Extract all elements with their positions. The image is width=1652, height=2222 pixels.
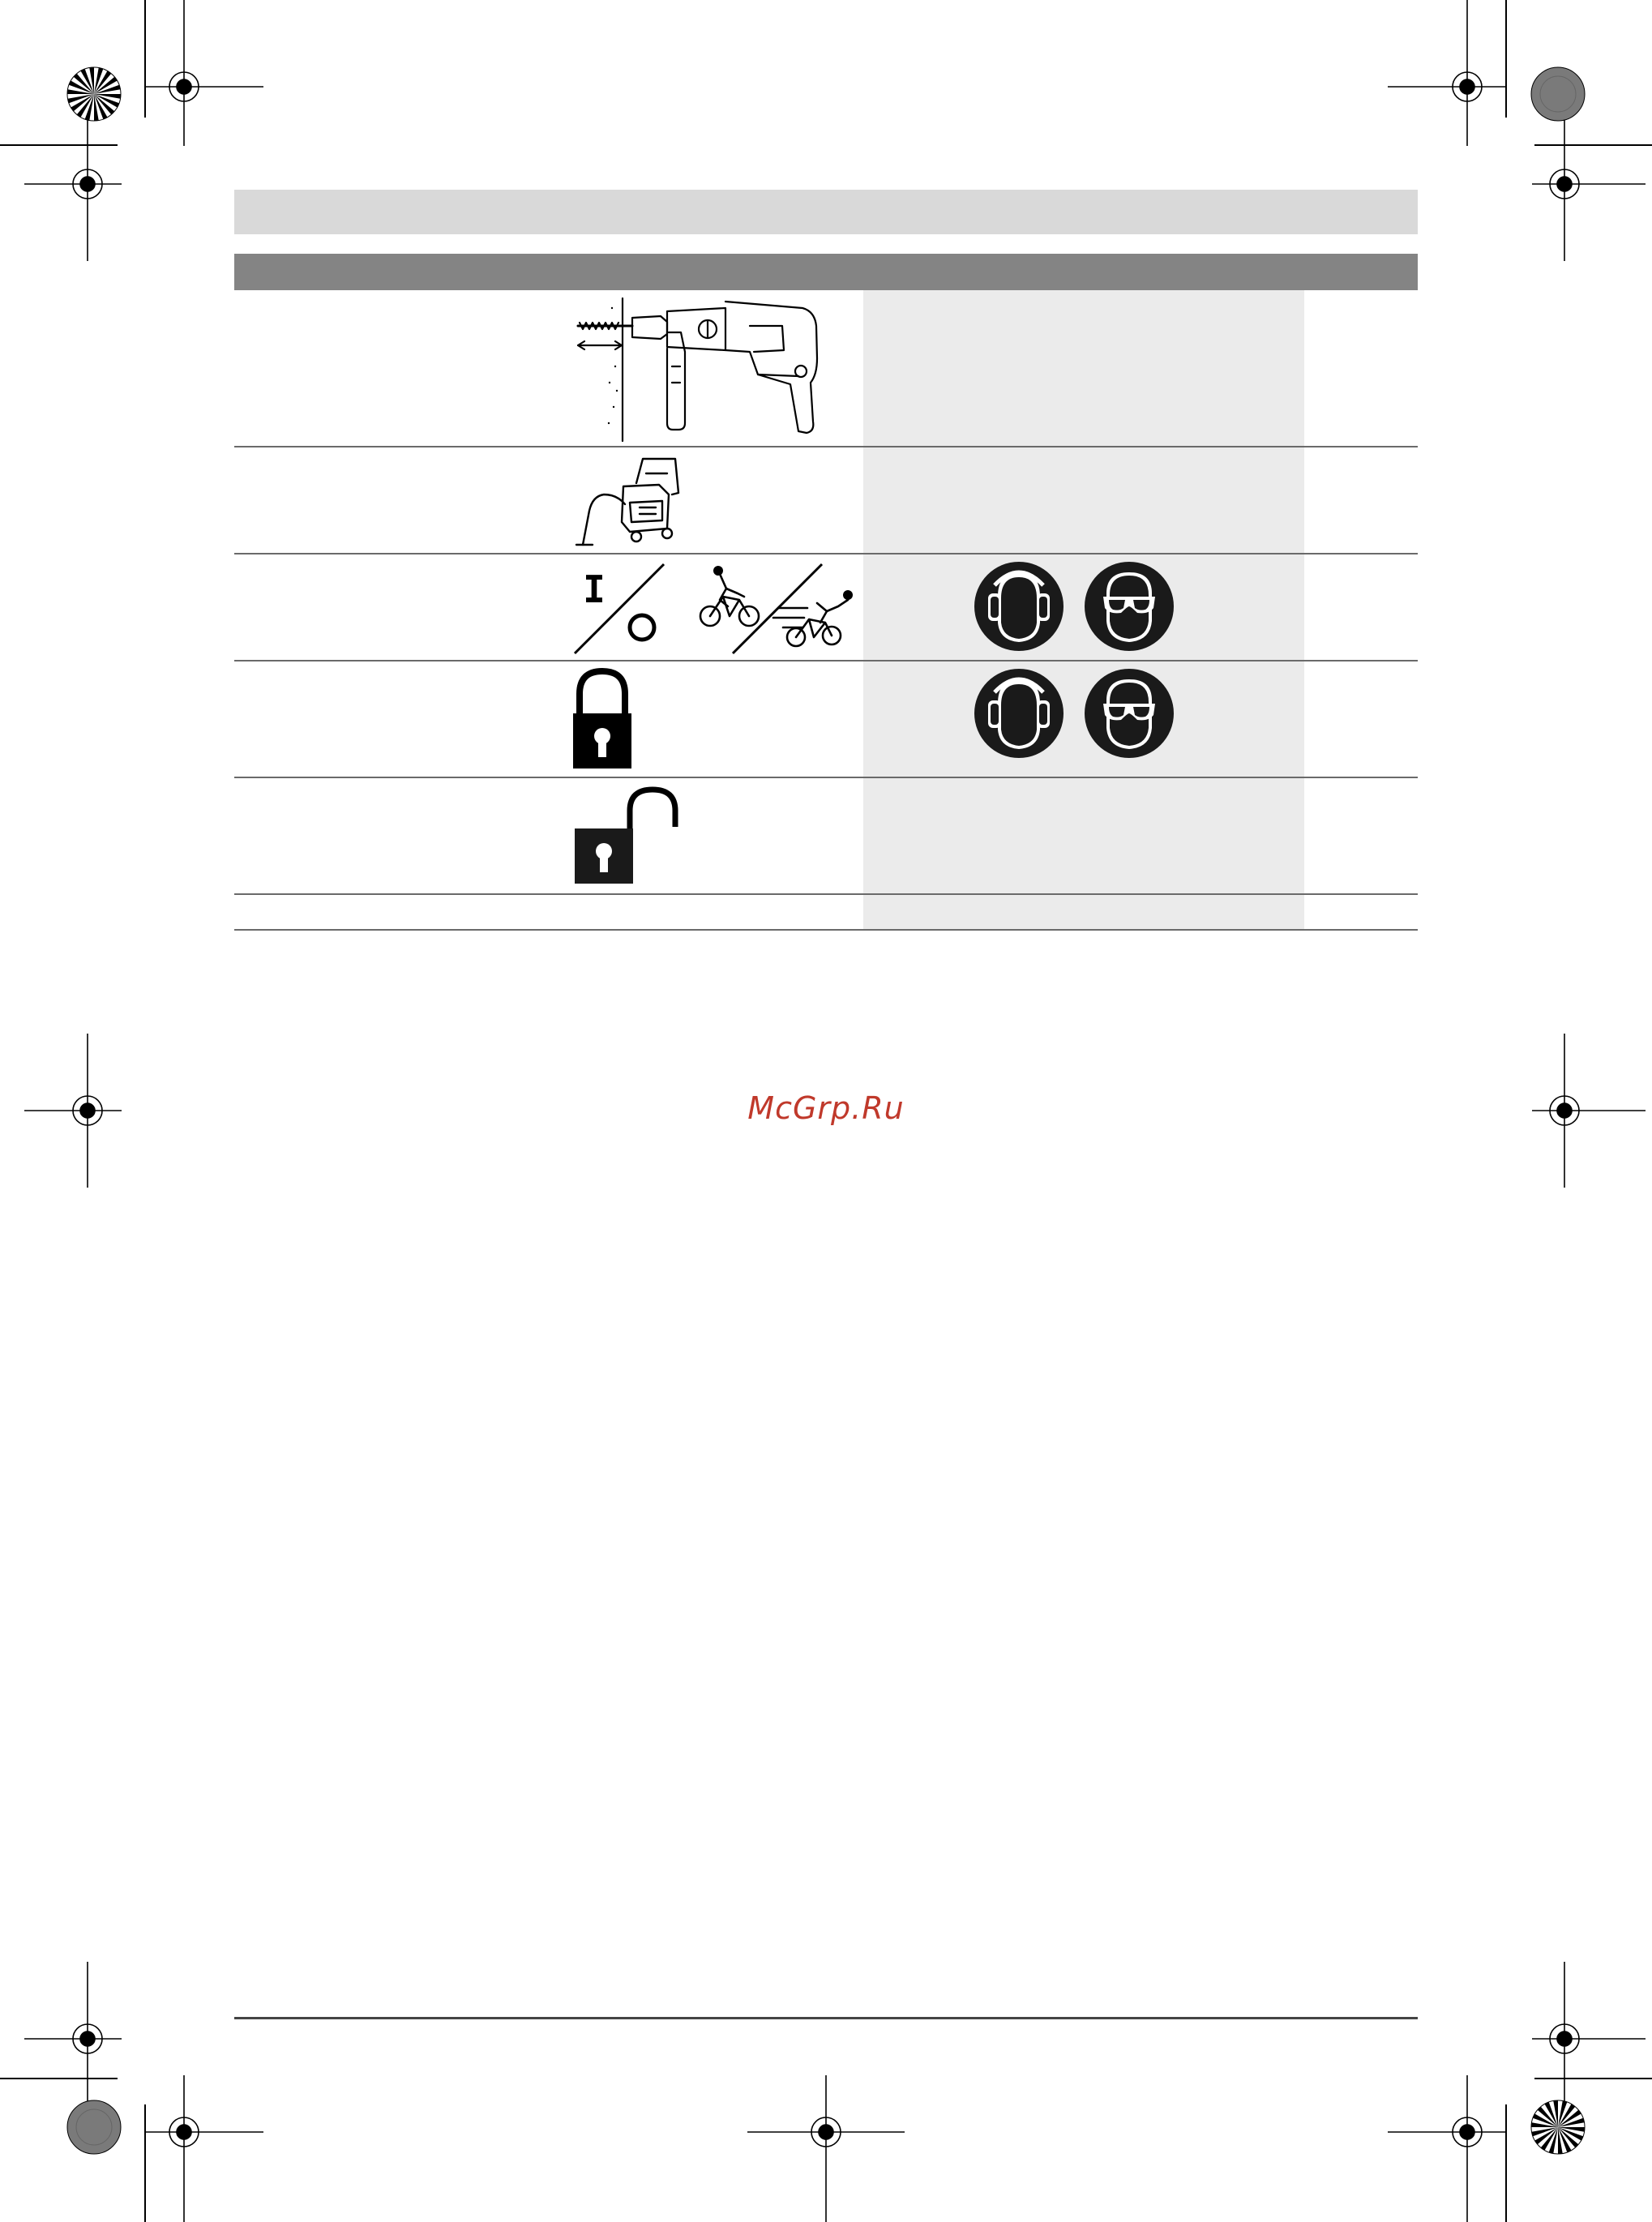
footer-rule <box>234 2017 1418 2019</box>
trim-line <box>0 144 118 146</box>
header-band-light <box>234 190 1418 234</box>
shaded-cell-row-2 <box>863 447 1304 553</box>
trim-line <box>0 2078 118 2079</box>
ear-protection-icon <box>974 668 1064 759</box>
shaded-cell-row-5 <box>863 778 1304 893</box>
header-band-dark <box>234 254 1418 290</box>
row-separator <box>234 929 1418 931</box>
crosshair-registration-mark <box>24 107 122 261</box>
trim-line <box>1505 2104 1507 2222</box>
crosshair-registration-mark <box>24 1962 122 2116</box>
crosshair-registration-mark <box>1532 107 1646 261</box>
crosshair-registration-mark <box>1532 1962 1646 2116</box>
vacuum-cleaner-icon <box>571 454 685 550</box>
crosshair-registration-mark <box>146 2075 267 2222</box>
trim-line <box>1534 2078 1652 2079</box>
open-lock-icon <box>571 785 688 885</box>
trim-line <box>1505 0 1507 118</box>
trim-line <box>1534 144 1652 146</box>
trim-line <box>144 2104 146 2222</box>
row-separator <box>234 777 1418 778</box>
crosshair-registration-mark <box>24 1034 122 1188</box>
fast-cyclist-icon <box>730 561 859 657</box>
crosshair-registration-mark <box>1532 1034 1646 1188</box>
crosshair-registration-mark <box>1388 2075 1509 2222</box>
watermark-text: McGrp.Ru <box>747 1090 905 1126</box>
crosshair-registration-mark <box>1388 0 1509 146</box>
crosshair-registration-mark <box>747 2075 905 2222</box>
hammer-drill-depth-stop-icon <box>571 293 831 444</box>
shaded-cell-row-6 <box>863 895 1304 929</box>
crosshair-registration-mark <box>146 0 267 146</box>
grey-calibration-disc <box>1530 66 1586 122</box>
row-separator <box>234 553 1418 554</box>
closed-lock-icon <box>571 666 633 770</box>
on-symbol: I <box>583 567 606 611</box>
shaded-cell-row-1 <box>863 290 1304 446</box>
trim-line <box>144 0 146 118</box>
ear-protection-icon <box>974 561 1064 652</box>
starburst-calibration-mark <box>66 66 122 122</box>
starburst-calibration-mark <box>1530 2100 1586 2155</box>
row-separator <box>234 446 1418 447</box>
row-separator <box>234 660 1418 661</box>
eye-protection-icon <box>1084 561 1175 652</box>
row-separator <box>234 893 1418 895</box>
eye-protection-icon <box>1084 668 1175 759</box>
grey-calibration-disc <box>66 2100 122 2155</box>
